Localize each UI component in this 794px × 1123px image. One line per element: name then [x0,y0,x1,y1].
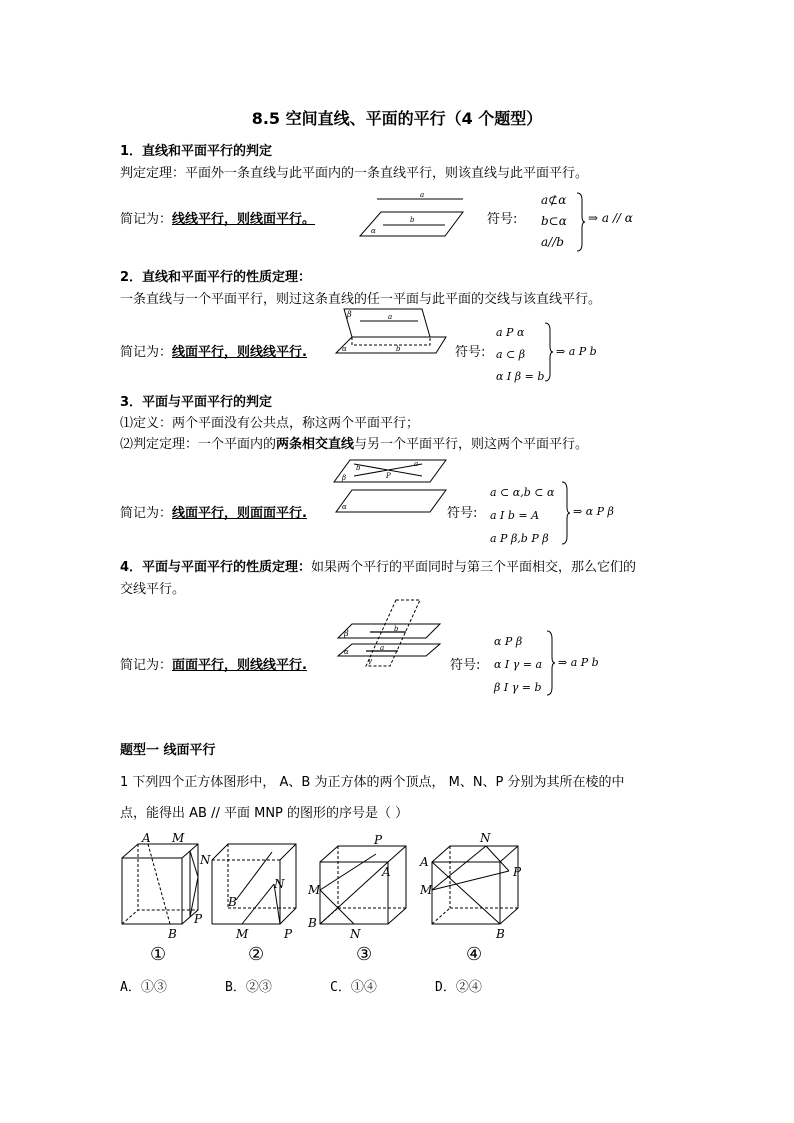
cube-number-3: ③ [356,944,373,965]
c2-label-M: M [236,927,249,941]
s4-figure [332,596,447,668]
s3-abbr-label: 简记为： [120,506,173,521]
s3-label-alpha: α [342,503,347,511]
option-d[interactable]: D．②④ [435,980,482,995]
s2-result: ⇒ a P b [556,345,597,358]
cube-number-2: ② [248,944,265,965]
c3-label-A: A [382,865,391,879]
c2-label-N: N [274,877,285,891]
s2-heading: 2．直线和平面平行的性质定理： [120,270,312,285]
type1-heading: 题型一 线面平行 [120,743,216,758]
s2-label-a: a [388,313,393,321]
s1-abbr-row [120,208,315,227]
s1-formula: a⊄α b⊂α a//b [541,193,567,249]
s4-result: ⇒ a P b [558,656,599,669]
c4-label-P: P [513,865,522,879]
s3-heading: 3．平面与平面平行的判定 [120,395,273,410]
s1-label-b: b [410,216,415,224]
s4-label-gamma: γ [368,657,373,665]
s1-heading: 1．直线和平面平行的判定 [120,144,273,159]
c1-label-B: B [168,927,177,941]
s2-formula: a P α a ⊂ β α I β = b [496,326,545,383]
s3-label-b: b [356,464,361,472]
s2-label-b: b [396,345,401,353]
s3-label-beta: β [342,474,347,482]
c1-label-P: P [194,912,203,926]
s4-label-a: a [380,644,385,652]
c3-label-B: B [308,916,317,930]
s3-definition: ⑴定义：两个平面没有公共点，称这两个平面平行； [120,416,420,431]
s4-theorem2: 交线平行。 [120,582,186,597]
s3-result: ⇒ α P β [573,505,614,518]
c4-label-M: M [420,883,433,897]
s1-abbr-label: 简记为： [120,212,173,227]
s3-formula: a ⊂ α,b ⊂ α a I b = A a P β,b P β [490,486,555,545]
s4-label-beta: β [344,629,349,638]
c4-label-N: N [480,831,491,845]
s3-symbol-label: 符号: [447,506,478,521]
s3-figure [330,456,450,518]
c3-label-M: M [308,883,321,897]
page-title: 8.5 空间直线、平面的平行（4 个题型） [251,109,543,128]
s1-symbol-label: 符号: [487,212,518,227]
s4-brace [546,630,556,696]
s1-brace [576,192,586,252]
s4-symbol-label: 符号: [450,658,481,673]
s4-abbr-row [120,654,307,673]
c4-label-B: B [496,927,505,941]
s1-theorem: 判定定理：平面外一条直线与此平面内的一条直线平行，则该直线与此平面平行。 [120,166,589,181]
s4-heading-row [120,556,636,575]
s3-brace [561,481,571,545]
cube-figures [110,828,540,968]
s2-label-beta: β [347,310,352,319]
c3-label-P: P [374,833,383,847]
c1-label-A: A [142,831,151,845]
s1-label-alpha: α [371,227,376,235]
s4-abbr-label: 简记为： [120,658,173,673]
s3-label-p: P [386,472,391,480]
cube-number-4: ④ [466,944,483,965]
s1-figure [355,190,470,242]
cube-1 [122,844,198,924]
s1-label-a: a [420,191,425,199]
c1-label-N: N [200,853,211,867]
s3-abbr: 线面平行，则面面平行. [172,506,307,521]
c1-label-M: M [172,831,185,845]
c4-label-A: A [420,855,429,869]
option-c[interactable]: C．①④ [330,980,377,995]
s3-label-a: a [414,460,419,468]
option-a[interactable]: A．①③ [120,980,167,995]
s4-label-b: b [394,625,399,633]
s2-label-alpha: α [342,345,347,353]
s3-theorem: ⑵判定定理：一个平面内的两条相交直线与另一个平面平行，则这两个平面平行。 [120,437,589,452]
s2-figure [330,305,450,357]
question-line2: 点，能得出 AB // 平面 MNP 的图形的序号是（ ） [120,806,409,821]
s1-abbr: 线线平行，则线面平行。 [172,212,316,227]
s4-heading: 4．平面与平面平行的性质定理： [120,560,312,575]
cube-number-1: ① [150,944,167,965]
c2-label-P: P [284,927,293,941]
cube-3 [320,846,406,924]
s2-brace [544,322,554,382]
s2-abbr-label: 简记为： [120,345,173,360]
s1-result: ⇒ a // α [588,211,633,225]
option-b[interactable]: B．②③ [225,980,272,995]
question-line1: 1 下列四个正方体图形中， A、B 为正方体的两个顶点， M、N、P 分别为其所在棱的中 [120,775,625,790]
s4-theorem1: 如果两个平行的平面同时与第三个平面相交，那么它们的 [311,560,637,575]
c3-label-N: N [350,927,361,941]
s4-formula: α P β α I γ = a β I γ = b [494,635,543,694]
s2-abbr: 线面平行，则线线平行. [172,345,307,360]
cube-4 [432,846,518,924]
s3-abbr-row [120,502,307,521]
c2-label-B: B [228,895,237,909]
s2-theorem: 一条直线与一个平面平行，则过这条直线的任一平面与此平面的交线与该直线平行。 [120,292,602,307]
s2-abbr-row [120,341,307,360]
s2-symbol-label: 符号: [455,345,486,360]
s4-abbr: 面面平行，则线线平行. [172,658,307,673]
s4-label-alpha: α [344,648,349,656]
